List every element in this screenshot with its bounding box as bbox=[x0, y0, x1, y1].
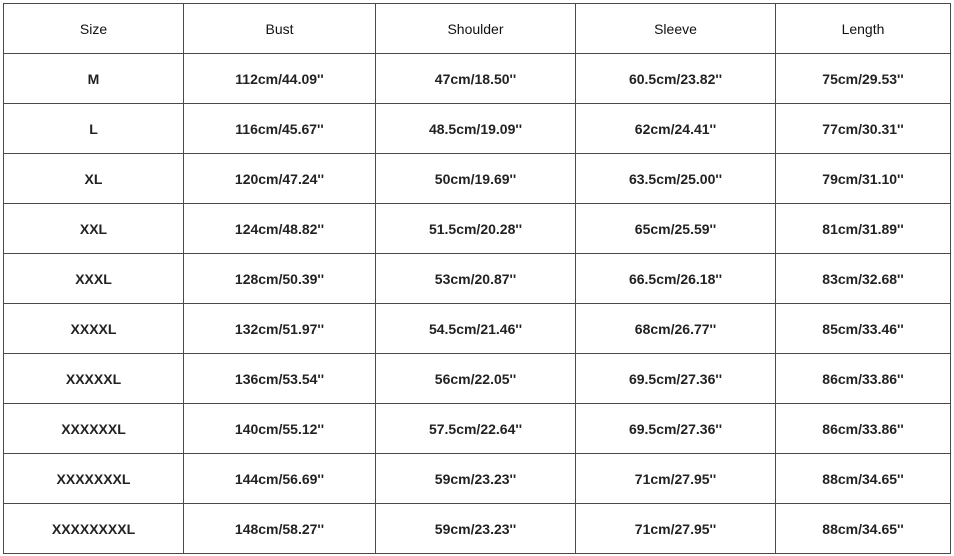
table-header bbox=[4, 4, 951, 54]
cell-shoulder: 59cm/23.23'' bbox=[376, 504, 576, 554]
cell-length: 86cm/33.86'' bbox=[776, 404, 951, 454]
table-row bbox=[4, 454, 951, 504]
cell-bust: 136cm/53.54'' bbox=[184, 354, 376, 404]
cell-sleeve: 65cm/25.59'' bbox=[576, 204, 776, 254]
cell-length: 79cm/31.10'' bbox=[776, 154, 951, 204]
table-row bbox=[4, 204, 951, 254]
cell-sleeve: 71cm/27.95'' bbox=[576, 454, 776, 504]
cell-length: 88cm/34.65'' bbox=[776, 454, 951, 504]
cell-sleeve: 62cm/24.41'' bbox=[576, 104, 776, 154]
cell-length: 77cm/30.31'' bbox=[776, 104, 951, 154]
cell-size: XXXXXL bbox=[4, 354, 184, 404]
table-body bbox=[4, 54, 951, 554]
cell-shoulder: 57.5cm/22.64'' bbox=[376, 404, 576, 454]
cell-shoulder: 51.5cm/20.28'' bbox=[376, 204, 576, 254]
cell-bust: 140cm/55.12'' bbox=[184, 404, 376, 454]
cell-length: 85cm/33.46'' bbox=[776, 304, 951, 354]
cell-size: XL bbox=[4, 154, 184, 204]
cell-size: XXL bbox=[4, 204, 184, 254]
table-row bbox=[4, 104, 951, 154]
cell-size: M bbox=[4, 54, 184, 104]
cell-bust: 112cm/44.09'' bbox=[184, 54, 376, 104]
cell-length: 83cm/32.68'' bbox=[776, 254, 951, 304]
cell-sleeve: 60.5cm/23.82'' bbox=[576, 54, 776, 104]
cell-size: L bbox=[4, 104, 184, 154]
header-sleeve: Sleeve bbox=[576, 4, 776, 54]
cell-bust: 132cm/51.97'' bbox=[184, 304, 376, 354]
cell-size: XXXL bbox=[4, 254, 184, 304]
table-row bbox=[4, 54, 951, 104]
cell-size: XXXXL bbox=[4, 304, 184, 354]
cell-bust: 116cm/45.67'' bbox=[184, 104, 376, 154]
cell-size: XXXXXXXXL bbox=[4, 504, 184, 554]
cell-sleeve: 68cm/26.77'' bbox=[576, 304, 776, 354]
cell-bust: 124cm/48.82'' bbox=[184, 204, 376, 254]
table-row bbox=[4, 504, 951, 554]
table-row bbox=[4, 404, 951, 454]
cell-shoulder: 54.5cm/21.46'' bbox=[376, 304, 576, 354]
header-size: Size bbox=[4, 4, 184, 54]
table-row bbox=[4, 254, 951, 304]
cell-sleeve: 69.5cm/27.36'' bbox=[576, 354, 776, 404]
cell-shoulder: 48.5cm/19.09'' bbox=[376, 104, 576, 154]
cell-bust: 144cm/56.69'' bbox=[184, 454, 376, 504]
cell-shoulder: 53cm/20.87'' bbox=[376, 254, 576, 304]
cell-sleeve: 69.5cm/27.36'' bbox=[576, 404, 776, 454]
cell-shoulder: 47cm/18.50'' bbox=[376, 54, 576, 104]
cell-length: 81cm/31.89'' bbox=[776, 204, 951, 254]
header-bust: Bust bbox=[184, 4, 376, 54]
cell-sleeve: 66.5cm/26.18'' bbox=[576, 254, 776, 304]
cell-bust: 120cm/47.24'' bbox=[184, 154, 376, 204]
cell-length: 86cm/33.86'' bbox=[776, 354, 951, 404]
table-row bbox=[4, 304, 951, 354]
cell-sleeve: 71cm/27.95'' bbox=[576, 504, 776, 554]
table-row bbox=[4, 354, 951, 404]
cell-shoulder: 56cm/22.05'' bbox=[376, 354, 576, 404]
cell-shoulder: 50cm/19.69'' bbox=[376, 154, 576, 204]
header-shoulder: Shoulder bbox=[376, 4, 576, 54]
cell-size: XXXXXXXL bbox=[4, 454, 184, 504]
header-length: Length bbox=[776, 4, 951, 54]
cell-length: 75cm/29.53'' bbox=[776, 54, 951, 104]
cell-size: XXXXXXL bbox=[4, 404, 184, 454]
cell-bust: 128cm/50.39'' bbox=[184, 254, 376, 304]
table-row bbox=[4, 154, 951, 204]
cell-shoulder: 59cm/23.23'' bbox=[376, 454, 576, 504]
cell-bust: 148cm/58.27'' bbox=[184, 504, 376, 554]
cell-length: 88cm/34.65'' bbox=[776, 504, 951, 554]
header-row bbox=[4, 4, 951, 54]
cell-sleeve: 63.5cm/25.00'' bbox=[576, 154, 776, 204]
size-chart-table bbox=[3, 3, 951, 554]
